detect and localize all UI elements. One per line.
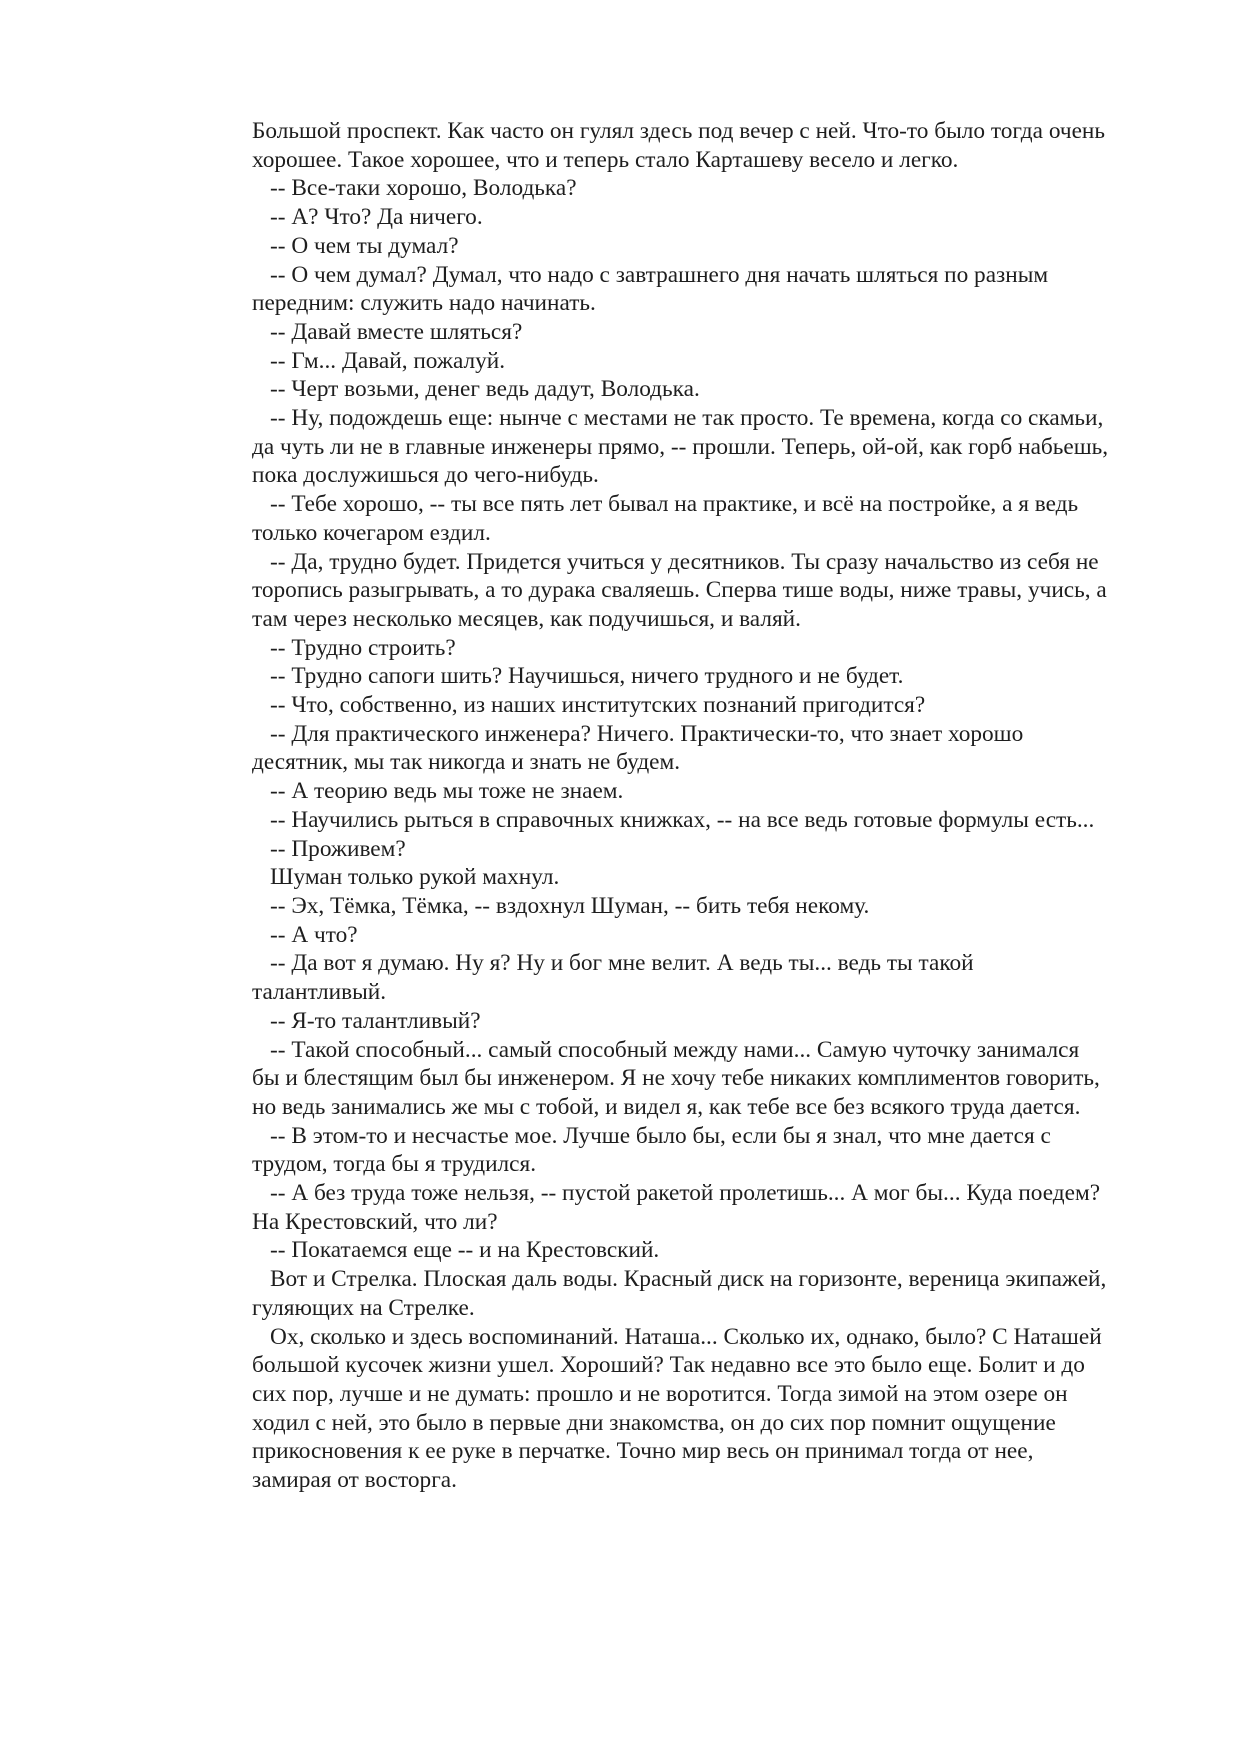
paragraph: -- Такой способный... самый способный между нами... Самую чуточку занимался бы и блестящим был бы инженером. Я не хочу тебе никаких комплиментов говорить, но ведь занимались же мы с тобой, и видел я, как тебе все без всякого труда дается. <box>252 1036 1100 1120</box>
paragraph: -- Трудно строить? <box>270 634 456 661</box>
paragraph: -- О чем думал? Думал, что надо с завтрашнего дня начать шляться по разным передним: служить надо начинать. <box>252 261 1049 317</box>
paragraph: -- Ну, подождешь еще: нынче с местами не так просто. Те времена, когда со скамьи, да чуть ли не в главные инженеры прямо, -- прошли. Теперь, ой-ой, как горб набьешь, пока дослужишься до чего-нибудь. <box>252 405 1109 489</box>
paragraph: -- Да вот я думаю. Ну я? Ну и бог мне велит. А ведь ты... ведь ты такой талантливый. <box>252 950 974 1006</box>
paragraph: -- Научились рыться в справочных книжках, -- на все ведь готовые формулы есть... <box>270 806 1095 833</box>
paragraph: -- Все-таки хорошо, Володька? <box>270 175 577 202</box>
paragraph: -- Давай вместе шляться? <box>270 318 523 345</box>
paragraph: -- Тебе хорошо, -- ты все пять лет бывал на практике, и всё на постройке, а я ведь только кочегаром ездил. <box>252 491 1079 546</box>
paragraph: -- Что, собственно, из наших институтских познаний пригодится? <box>270 692 926 719</box>
paragraph: -- Я-то талантливый? <box>270 1007 481 1034</box>
paragraph: Ох, сколько и здесь воспоминаний. Наташа... Сколько их, однако, было? С Наташей большой кусочек жизни ушел. Хороший? Так недавно все это было еще. Болит и до сих пор, лучше и не думать: прошло и не воротится. Тогда зимой на этом озере он ходил с ней, это было в первые дни знакомства, он до сих пор помнит ощущение прикосновения к ее руке в перчатке. Точно мир весь он принимал тогда от нее, замирая от восторга. <box>252 1323 1102 1494</box>
paragraph: -- Да, трудно будет. Придется учиться у десятников. Ты сразу начальство из себя не торопись разыгрывать, а то дурака сваляешь. Сперва тише воды, ниже травы, учись, а там через несколько месяцев, как подучишься, и валяй. <box>252 548 1107 632</box>
paragraph: -- Трудно сапоги шить? Научишься, ничего трудного и не будет. <box>270 663 904 690</box>
paragraph: -- Черт возьми, денег ведь дадут, Володька. <box>270 376 700 403</box>
paragraph: -- Покатаемся еще -- и на Крестовский. <box>270 1237 660 1264</box>
paragraph: -- О чем ты думал? <box>270 232 459 259</box>
paragraph: -- Эх, Тёмка, Тёмка, -- вздохнул Шуман, -- бить тебя некому. <box>270 892 870 919</box>
paragraph: Вот и Стрелка. Плоская даль воды. Красный диск на горизонте, вереница экипажей, гуляющих на Стрелке. <box>252 1266 1107 1321</box>
paragraph: -- Проживем? <box>270 835 406 862</box>
paragraph: -- В этом-то и несчастье мое. Лучше было бы, если бы я знал, что мне дается с трудом, тогда бы я трудился. <box>252 1122 1051 1178</box>
paragraph: -- А теорию ведь мы тоже не знаем. <box>270 778 624 805</box>
paragraph: -- Гм... Давай, пожалуй. <box>270 347 506 374</box>
paragraph: -- А что? <box>270 921 358 948</box>
paragraph: -- А? Что? Да ничего. <box>270 204 483 231</box>
paragraph: Большой проспект. Как часто он гулял здесь под вечер с ней. Что-то было тогда очень хорошее. Такое хорошее, что и теперь стало Карташеву весело и легко. <box>252 118 1106 173</box>
body-text <box>252 117 1112 1495</box>
paragraph: Шуман только рукой махнул. <box>270 864 560 891</box>
paragraph: -- Для практического инженера? Ничего. Практически-то, что знает хорошо десятник, мы так никогда и знать не будем. <box>252 720 1024 776</box>
paragraph: -- А без труда тоже нельзя, -- пустой ракетой пролетишь... А мог бы... Куда поедем? На Крестовский, что ли? <box>252 1180 1101 1235</box>
